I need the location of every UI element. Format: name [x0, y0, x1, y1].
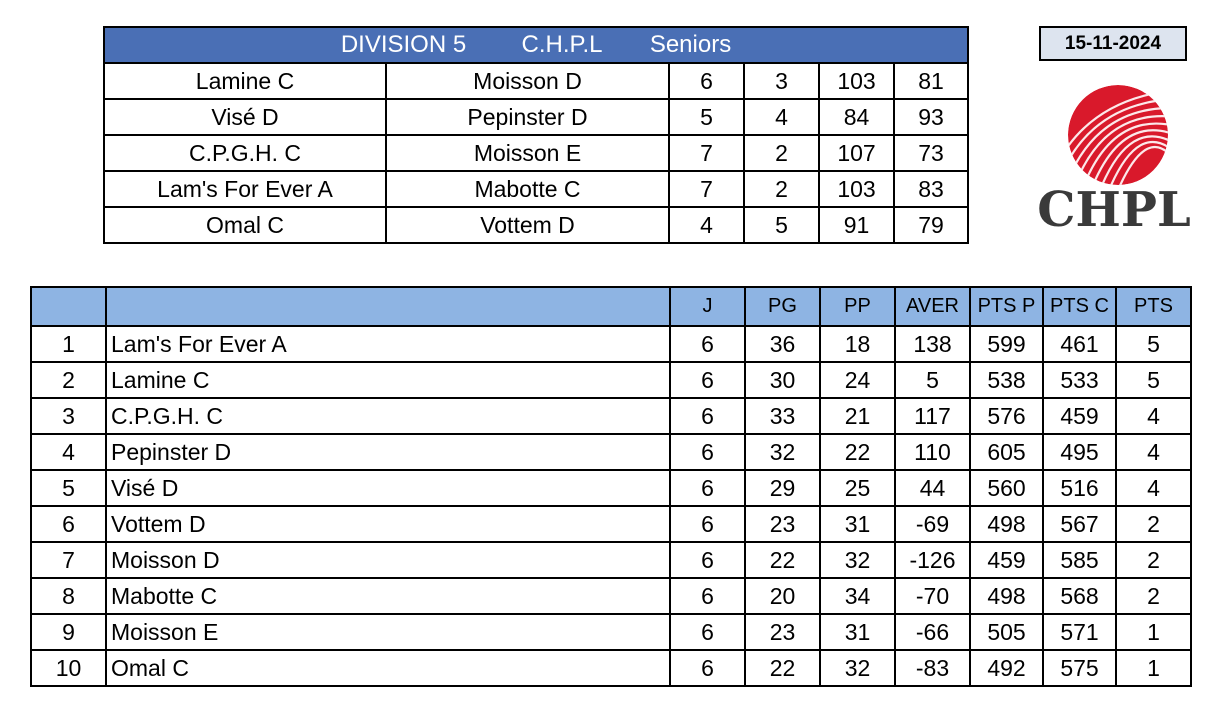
chpl-logo — [1036, 80, 1196, 240]
pts-cell: 5 — [1116, 326, 1191, 362]
pg-cell: 29 — [745, 470, 820, 506]
pp-cell: 21 — [820, 398, 895, 434]
table-row — [31, 542, 1191, 578]
table-row — [31, 362, 1191, 398]
match-row — [104, 135, 968, 171]
j-cell: 6 — [670, 362, 745, 398]
aver-cell: -126 — [895, 542, 970, 578]
team-cell: Mabotte C — [106, 578, 670, 614]
j-cell: 6 — [670, 470, 745, 506]
home-team: Visé D — [104, 99, 386, 135]
j-cell: 6 — [670, 578, 745, 614]
pts-p-cell: 505 — [970, 614, 1043, 650]
pts-c-cell: 516 — [1043, 470, 1116, 506]
pg-cell: 22 — [745, 542, 820, 578]
home-wins: 5 — [669, 99, 744, 135]
pts-p-cell: 459 — [970, 542, 1043, 578]
aver-cell: 117 — [895, 398, 970, 434]
home-wins: 4 — [669, 207, 744, 243]
pts-c-cell: 533 — [1043, 362, 1116, 398]
j-cell: 6 — [670, 506, 745, 542]
aver-cell: -66 — [895, 614, 970, 650]
pp-cell: 25 — [820, 470, 895, 506]
team-cell: Omal C — [106, 650, 670, 686]
pts-c-cell: 495 — [1043, 434, 1116, 470]
pts-p-cell: 560 — [970, 470, 1043, 506]
j-cell: 6 — [670, 398, 745, 434]
ball-icon — [1046, 85, 1176, 190]
away-team: Moisson D — [386, 63, 669, 99]
rank-cell: 3 — [31, 398, 106, 434]
home-wins: 7 — [669, 135, 744, 171]
header-pts-p: PTS P — [970, 287, 1043, 326]
pp-cell: 31 — [820, 614, 895, 650]
aver-cell: 138 — [895, 326, 970, 362]
j-cell: 6 — [670, 326, 745, 362]
pp-cell: 31 — [820, 506, 895, 542]
header-pp: PP — [820, 287, 895, 326]
aver-cell: -69 — [895, 506, 970, 542]
pts-cell: 2 — [1116, 542, 1191, 578]
away-wins: 4 — [744, 99, 819, 135]
j-cell: 6 — [670, 650, 745, 686]
match-row — [104, 99, 968, 135]
pg-cell: 23 — [745, 506, 820, 542]
away-points: 81 — [894, 63, 968, 99]
pg-cell: 32 — [745, 434, 820, 470]
pp-cell: 24 — [820, 362, 895, 398]
pts-p-cell: 605 — [970, 434, 1043, 470]
header-j: J — [670, 287, 745, 326]
home-points: 91 — [819, 207, 894, 243]
home-team: Omal C — [104, 207, 386, 243]
pts-p-cell: 576 — [970, 398, 1043, 434]
aver-cell: 5 — [895, 362, 970, 398]
pg-cell: 23 — [745, 614, 820, 650]
aver-cell: 44 — [895, 470, 970, 506]
pts-cell: 1 — [1116, 650, 1191, 686]
pts-cell: 4 — [1116, 434, 1191, 470]
home-points: 84 — [819, 99, 894, 135]
j-cell: 6 — [670, 614, 745, 650]
pts-c-cell: 568 — [1043, 578, 1116, 614]
rank-cell: 1 — [31, 326, 106, 362]
pp-cell: 34 — [820, 578, 895, 614]
home-team: Lamine C — [104, 63, 386, 99]
away-team: Mabotte C — [386, 171, 669, 207]
pts-p-cell: 599 — [970, 326, 1043, 362]
standings-header-row — [31, 287, 1191, 326]
header-rank — [31, 287, 106, 326]
team-cell: C.P.G.H. C — [106, 398, 670, 434]
logo-text: CHPL — [1037, 182, 1191, 238]
home-points: 107 — [819, 135, 894, 171]
home-wins: 7 — [669, 171, 744, 207]
away-wins: 5 — [744, 207, 819, 243]
pts-cell: 5 — [1116, 362, 1191, 398]
table-row — [31, 470, 1191, 506]
aver-cell: 110 — [895, 434, 970, 470]
pts-c-cell: 459 — [1043, 398, 1116, 434]
pts-p-cell: 538 — [970, 362, 1043, 398]
pg-cell: 33 — [745, 398, 820, 434]
date-badge: 15-11-2024 — [1039, 26, 1187, 61]
match-row — [104, 207, 968, 243]
away-team: Pepinster D — [386, 99, 669, 135]
header-pts: PTS — [1116, 287, 1191, 326]
results-title — [104, 27, 968, 63]
header-pg: PG — [745, 287, 820, 326]
standings-table — [30, 286, 1192, 687]
results-title-row — [104, 27, 968, 63]
j-cell: 6 — [670, 434, 745, 470]
table-row — [31, 326, 1191, 362]
pts-cell: 2 — [1116, 578, 1191, 614]
pts-c-cell: 567 — [1043, 506, 1116, 542]
away-team: Moisson E — [386, 135, 669, 171]
rank-cell: 5 — [31, 470, 106, 506]
category-label: Seniors — [649, 31, 732, 58]
away-wins: 2 — [744, 135, 819, 171]
pg-cell: 22 — [745, 650, 820, 686]
table-row — [31, 650, 1191, 686]
home-team: C.P.G.H. C — [104, 135, 386, 171]
home-wins: 6 — [669, 63, 744, 99]
results-table — [103, 26, 969, 244]
pts-p-cell: 492 — [970, 650, 1043, 686]
away-points: 83 — [894, 171, 968, 207]
away-points: 73 — [894, 135, 968, 171]
pts-c-cell: 571 — [1043, 614, 1116, 650]
league-label: C.H.P.L — [521, 31, 603, 58]
aver-cell: -70 — [895, 578, 970, 614]
table-row — [31, 434, 1191, 470]
pts-c-cell: 585 — [1043, 542, 1116, 578]
pts-cell: 2 — [1116, 506, 1191, 542]
team-cell: Moisson D — [106, 542, 670, 578]
table-row — [31, 506, 1191, 542]
pp-cell: 22 — [820, 434, 895, 470]
pp-cell: 32 — [820, 542, 895, 578]
table-row — [31, 578, 1191, 614]
rank-cell: 6 — [31, 506, 106, 542]
rank-cell: 10 — [31, 650, 106, 686]
pg-cell: 30 — [745, 362, 820, 398]
match-row — [104, 63, 968, 99]
match-row — [104, 171, 968, 207]
team-cell: Lamine C — [106, 362, 670, 398]
rank-cell: 4 — [31, 434, 106, 470]
rank-cell: 7 — [31, 542, 106, 578]
header-aver: AVER — [895, 287, 970, 326]
home-points: 103 — [819, 63, 894, 99]
rank-cell: 8 — [31, 578, 106, 614]
pts-c-cell: 575 — [1043, 650, 1116, 686]
j-cell: 6 — [670, 542, 745, 578]
team-cell: Vottem D — [106, 506, 670, 542]
team-cell: Visé D — [106, 470, 670, 506]
table-row — [31, 614, 1191, 650]
away-wins: 3 — [744, 63, 819, 99]
home-points: 103 — [819, 171, 894, 207]
away-points: 93 — [894, 99, 968, 135]
pg-cell: 20 — [745, 578, 820, 614]
team-cell: Lam's For Ever A — [106, 326, 670, 362]
home-team: Lam's For Ever A — [104, 171, 386, 207]
division-label: DIVISION 5 — [340, 31, 467, 58]
team-cell: Moisson E — [106, 614, 670, 650]
pts-cell: 4 — [1116, 398, 1191, 434]
pts-p-cell: 498 — [970, 578, 1043, 614]
pts-c-cell: 461 — [1043, 326, 1116, 362]
table-row — [31, 398, 1191, 434]
rank-cell: 2 — [31, 362, 106, 398]
header-team — [106, 287, 670, 326]
team-cell: Pepinster D — [106, 434, 670, 470]
pts-cell: 4 — [1116, 470, 1191, 506]
pp-cell: 32 — [820, 650, 895, 686]
pp-cell: 18 — [820, 326, 895, 362]
away-points: 79 — [894, 207, 968, 243]
rank-cell: 9 — [31, 614, 106, 650]
away-wins: 2 — [744, 171, 819, 207]
pts-cell: 1 — [1116, 614, 1191, 650]
away-team: Vottem D — [386, 207, 669, 243]
pg-cell: 36 — [745, 326, 820, 362]
aver-cell: -83 — [895, 650, 970, 686]
pts-p-cell: 498 — [970, 506, 1043, 542]
header-pts-c: PTS C — [1043, 287, 1116, 326]
